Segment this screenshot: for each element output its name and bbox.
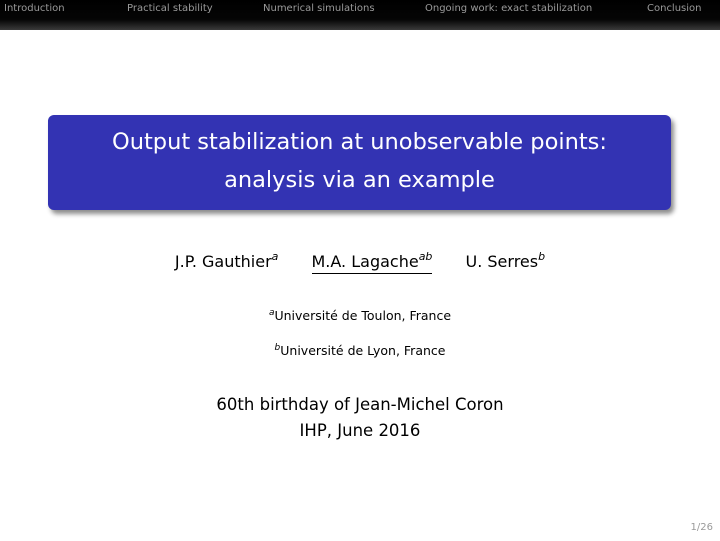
- author-affil-mark: a: [271, 250, 279, 263]
- event-line-1: 60th birthday of Jean-Michel Coron: [216, 395, 504, 414]
- author-lagache: [312, 250, 433, 274]
- nav-item-ongoing-work[interactable]: Ongoing work: exact stabilization: [425, 3, 593, 14]
- title-line-2: analysis via an example: [224, 167, 495, 193]
- section-navbar: [0, 0, 720, 30]
- page-number: 1/26: [690, 522, 713, 533]
- title-line-1: Output stabilization at unobservable points:: [112, 129, 607, 155]
- author-affil-mark: ab: [418, 250, 433, 263]
- affil-mark: a: [268, 308, 275, 318]
- nav-item-numerical-simulations[interactable]: Numerical simulations: [263, 3, 375, 14]
- nav-item-introduction[interactable]: Introduction: [4, 3, 65, 14]
- author-name: M.A. Lagache: [311, 252, 419, 271]
- title-box: [48, 115, 671, 210]
- nav-item-practical-stability[interactable]: Practical stability: [127, 3, 213, 14]
- author-list: [0, 250, 720, 274]
- affil-text: Université de Toulon, France: [274, 308, 452, 323]
- affil-text: Université de Lyon, France: [280, 343, 446, 358]
- affiliation-b: [0, 343, 720, 358]
- author-gauthier: [175, 250, 279, 271]
- author-name: U. Serres: [465, 252, 539, 271]
- author-name: J.P. Gauthier: [174, 252, 272, 271]
- nav-item-conclusion[interactable]: Conclusion: [647, 3, 702, 14]
- author-serres: [466, 250, 546, 271]
- event-line-2: IHP, June 2016: [299, 421, 421, 440]
- affiliation-a: [0, 308, 720, 323]
- author-affil-mark: b: [538, 250, 546, 263]
- affil-mark: b: [274, 343, 281, 353]
